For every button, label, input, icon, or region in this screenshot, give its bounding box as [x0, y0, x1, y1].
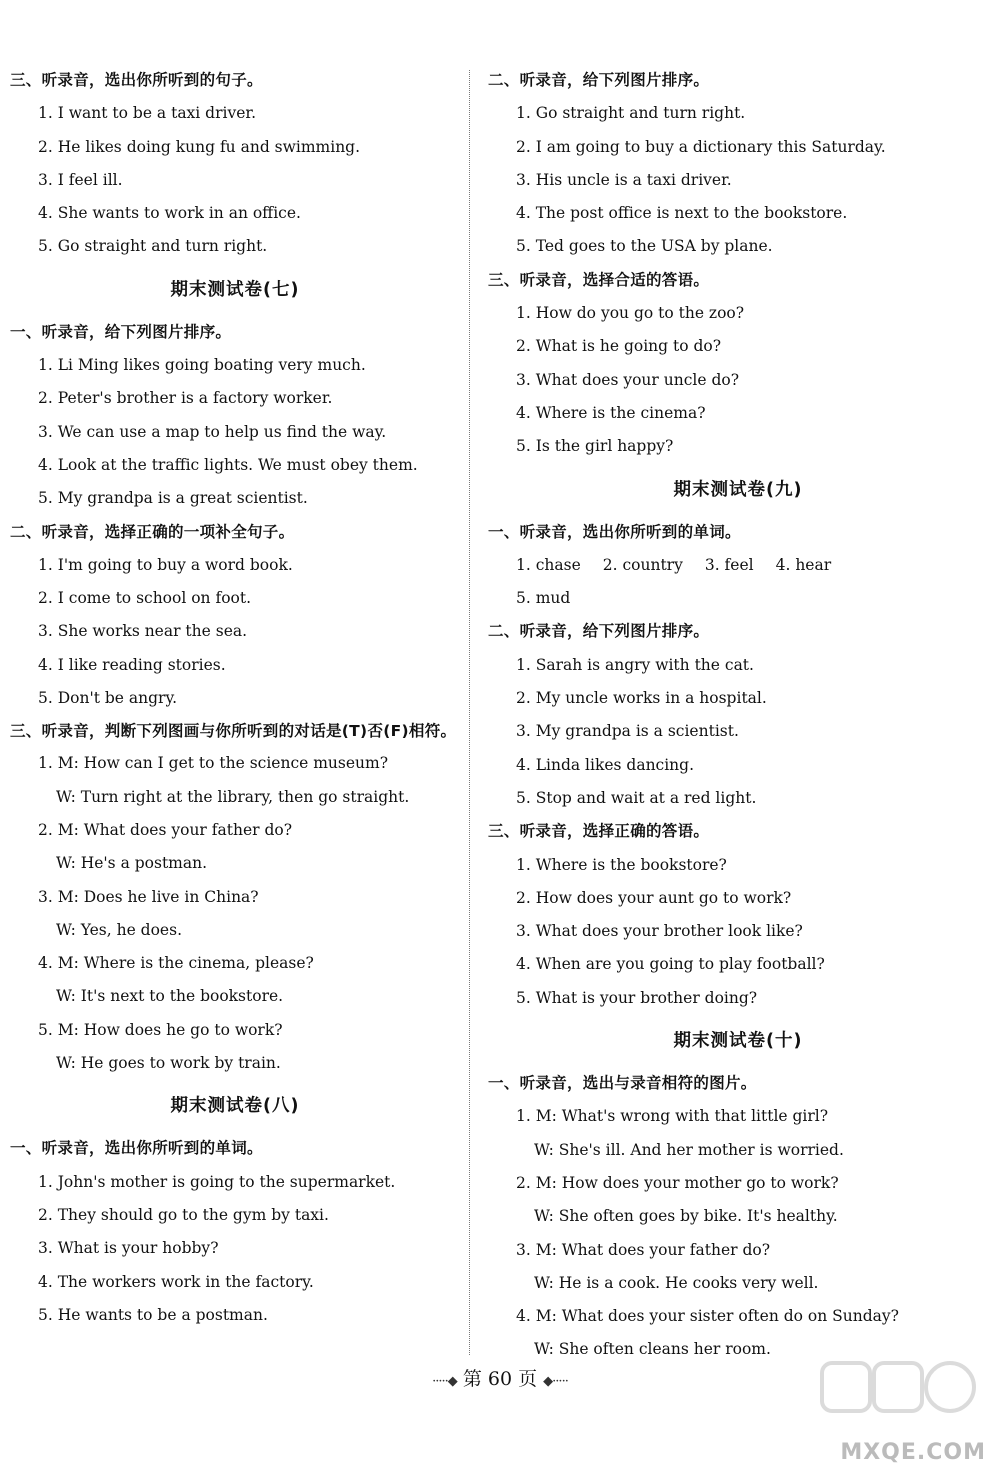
- section-title: 二、听录音，给下列图片排序。: [488, 622, 710, 641]
- item-list: [488, 297, 988, 463]
- section-title: 一、听录音，给下列图片排序。: [10, 322, 232, 341]
- item-list: [488, 97, 988, 263]
- left-column: [10, 64, 460, 1332]
- section-title: 一、听录音，选出你所听到的单词。: [488, 522, 741, 541]
- page-number: 第 60 页: [462, 1368, 538, 1390]
- section-title: 三、听录音，选出你所听到的句子。: [10, 71, 263, 89]
- dialogue-answer: W: He goes to work by train.: [56, 1054, 281, 1073]
- word-item: 3. feel: [704, 555, 754, 574]
- right-column: [488, 64, 988, 1367]
- list-item: 4. Look at the traffic lights. We must obey them.: [38, 455, 418, 474]
- list-item: 5. Don't be angry.: [38, 689, 178, 708]
- list-item: 3. My grandpa is a scientist.: [516, 722, 739, 741]
- test-title-8: 期末测试卷(八): [170, 1096, 300, 1117]
- word-item: 4. hear: [775, 555, 832, 574]
- list-item: 2. They should go to the gym by taxi.: [38, 1205, 329, 1224]
- item-list: [488, 849, 988, 1015]
- dialogue-list: [488, 1100, 988, 1366]
- dialogue-question: 2. M: What does your father do?: [38, 820, 293, 839]
- dialogue-question: 4. M: What does your sister often do on Sunday?: [516, 1307, 899, 1326]
- dialogue-question: 1. M: How can I get to the science museum?: [38, 754, 389, 773]
- list-item: 5. Stop and wait at a red light.: [516, 788, 757, 807]
- section-title: 二、听录音，选择正确的一项补全句子。: [10, 522, 295, 541]
- test-title-10: 期末测试卷(十): [673, 1031, 803, 1052]
- list-item: 5. My grandpa is a great scientist.: [38, 489, 308, 508]
- section-title: 一、听录音，选出你所听到的单词。: [10, 1139, 263, 1158]
- list-item: 2. He likes doing kung fu and swimming.: [38, 137, 361, 156]
- list-item: 1. Go straight and turn right.: [516, 104, 746, 123]
- item-list: [488, 649, 988, 815]
- dialogue-question: 5. M: How does he go to work?: [38, 1020, 283, 1039]
- section-title: 三、听录音，选择正确的答语。: [488, 822, 710, 841]
- item-list: [10, 97, 460, 263]
- list-item: 1. Li Ming likes going boating very much.: [38, 356, 366, 375]
- arrow-left-icon: ·····◆: [432, 1374, 457, 1389]
- section-title: 一、听录音，选出与录音相符的图片。: [488, 1074, 757, 1093]
- list-item: 2. What is he going to do?: [516, 337, 722, 356]
- test-title-9: 期末测试卷(九): [673, 479, 803, 500]
- list-item: 4. I like reading stories.: [38, 655, 226, 674]
- list-item: 3. What is your hobby?: [38, 1239, 219, 1258]
- list-item: 5. Ted goes to the USA by plane.: [516, 237, 773, 256]
- list-item: 5. Is the girl happy?: [516, 437, 674, 456]
- dialogue-question: 4. M: Where is the cinema, please?: [38, 954, 314, 973]
- item-list: [10, 349, 460, 515]
- dialogue-answer: W: She's ill. And her mother is worried.: [534, 1140, 844, 1159]
- list-item: 5. Go straight and turn right.: [38, 237, 268, 256]
- dialogue-question: 2. M: How does your mother go to work?: [516, 1173, 839, 1192]
- dialogue-question: 3. M: Does he live in China?: [38, 887, 259, 906]
- list-item: 4. The post office is next to the bookstore.: [516, 204, 848, 223]
- dialogue-question: 3. M: What does your father do?: [516, 1240, 771, 1259]
- list-item: 3. His uncle is a taxi driver.: [516, 170, 732, 189]
- list-item: 4. She wants to work in an office.: [38, 204, 301, 223]
- dialogue-answer: W: She often cleans her room.: [534, 1340, 771, 1359]
- dialogue-answer: W: He's a postman.: [56, 854, 208, 873]
- list-item: 4. When are you going to play football?: [516, 955, 825, 974]
- item-list: [10, 549, 460, 715]
- list-item: 4. Linda likes dancing.: [516, 755, 695, 774]
- list-item: 2. I am going to buy a dictionary this Saturday.: [516, 137, 886, 156]
- list-item: 5. He wants to be a postman.: [38, 1305, 268, 1324]
- list-item: 3. What does your uncle do?: [516, 370, 740, 389]
- arrow-right-icon: ◆·····: [543, 1374, 568, 1389]
- dialogue-answer: W: Yes, he does.: [56, 920, 182, 939]
- word-item: 1. chase: [516, 555, 581, 574]
- dialogue-answer: W: Turn right at the library, then go straight.: [56, 787, 410, 806]
- list-item: 3. I feel ill.: [38, 170, 123, 189]
- list-item: 1. How do you go to the zoo?: [516, 304, 745, 323]
- list-item: 3. She works near the sea.: [38, 622, 248, 641]
- item-list: [10, 1166, 460, 1332]
- list-item: 1. Where is the bookstore?: [516, 855, 727, 874]
- section-title: 三、听录音，判断下列图画与你所听到的对话是(T)否(F)相符。: [10, 722, 457, 741]
- section-title: 二、听录音，给下列图片排序。: [488, 71, 710, 89]
- word-item: 2. country: [602, 555, 683, 574]
- list-item: 2. My uncle works in a hospital.: [516, 689, 767, 708]
- list-item: 3. We can use a map to help us find the way.: [38, 422, 387, 441]
- list-item: 4. Where is the cinema?: [516, 403, 706, 422]
- watermark-text: MXQE.COM: [840, 1440, 986, 1465]
- word-list: [488, 549, 988, 582]
- dialogue-answer: W: She often goes by bike. It's healthy.: [534, 1207, 838, 1226]
- test-title-7: 期末测试卷(七): [170, 279, 300, 300]
- dialogue-list: [10, 747, 460, 1080]
- section-title: 三、听录音，选择合适的答语。: [488, 270, 710, 289]
- list-item: 3. What does your brother look like?: [516, 922, 803, 941]
- dialogue-answer: W: It's next to the bookstore.: [56, 987, 284, 1006]
- list-item: 1. John's mother is going to the supermarket.: [38, 1172, 396, 1191]
- list-item: 1. I want to be a taxi driver.: [38, 104, 257, 123]
- list-item: 2. I come to school on foot.: [38, 589, 252, 608]
- list-item: 1. Sarah is angry with the cat.: [516, 655, 754, 674]
- list-item: 2. How does your aunt go to work?: [516, 888, 792, 907]
- list-item: 4. The workers work in the factory.: [38, 1272, 314, 1291]
- list-item: 5. What is your brother doing?: [516, 988, 758, 1007]
- dialogue-answer: W: He is a cook. He cooks very well.: [534, 1273, 819, 1292]
- column-divider: [469, 70, 470, 1355]
- list-item: 2. Peter's brother is a factory worker.: [38, 389, 333, 408]
- list-item: 5. mud: [516, 589, 571, 608]
- list-item: 1. I'm going to buy a word book.: [38, 555, 293, 574]
- dialogue-question: 1. M: What's wrong with that little girl?: [516, 1107, 829, 1126]
